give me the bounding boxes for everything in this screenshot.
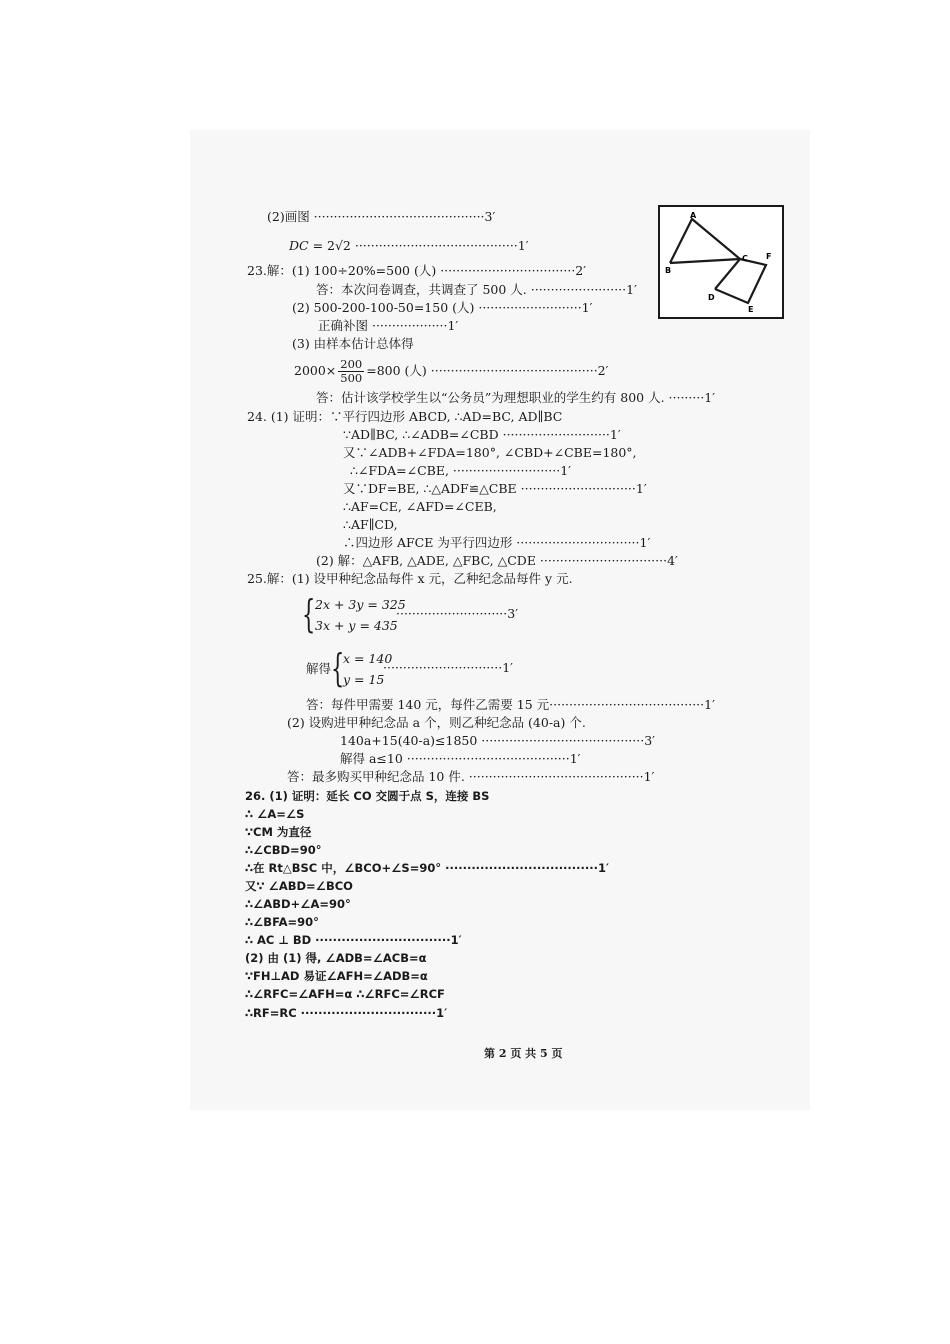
- q22-part2-draw: (2)画图 ···········································3′: [267, 209, 496, 224]
- label-e: E: [748, 305, 754, 314]
- equation-1a: 2x + 3y = 325: [315, 597, 406, 612]
- q25-answer2: 答：最多购买甲种纪念品 10 件. ············································1′: [287, 769, 655, 784]
- label-c: C: [742, 254, 748, 263]
- fraction-denominator: 500: [340, 371, 363, 385]
- q25-inequality: 140a+15(40-a)≤1850 ·········································3′: [340, 733, 655, 748]
- solution-y: y = 15: [343, 672, 385, 687]
- q25-answer1: 答：每件甲需要 140 元，每件乙需要 15 元·······································1′: [306, 697, 715, 712]
- estimate-prefix: 2000×: [294, 363, 337, 378]
- geometry-figure: [658, 205, 784, 319]
- q24-part2: (2) 解：△AFB, △ADE, △FBC, △CDE ································4′: [316, 553, 678, 568]
- q25-solve: 解得 a≤10 ·········································1′: [340, 751, 581, 766]
- label-d: D: [708, 293, 715, 302]
- q23-part2: (2) 500-200-100-50=150 (人) ··························1′: [292, 300, 593, 315]
- label-a: A: [690, 211, 697, 220]
- q24-line4: ∴∠FDA=∠CBE, ···························1′: [350, 463, 571, 478]
- q24-proof-start: 24. (1) 证明：∵平行四边形 ABCD, ∴AD=BC, AD∥BC: [247, 409, 563, 424]
- system2-score: ······························1′: [383, 660, 513, 675]
- system1-brace: {: [302, 592, 316, 636]
- dc-value: = 2√2 ·········································1′: [308, 238, 529, 253]
- q25-setup: 25.解：(1) 设甲种纪念品每件 x 元，乙种纪念品每件 y 元.: [247, 571, 573, 586]
- triangle-diagram: [660, 207, 782, 317]
- q23-complete-chart: 正确补图 ···················1′: [318, 318, 459, 333]
- estimate-result: =800 (人) ··········································2′: [366, 363, 609, 378]
- q23-answer1: 答：本次问卷调查，共调查了 500 人. ························1′: [316, 282, 637, 297]
- q23-estimate: [294, 356, 608, 386]
- q23-part1: 23.解：(1) 100÷20%=500 (人) ··································2′: [247, 263, 587, 278]
- q25-part2: (2) 设购进甲种纪念品 a 个，则乙种纪念品 (40-a) 个.: [287, 715, 586, 730]
- fraction-numerator: 200: [340, 357, 363, 371]
- label-f: F: [766, 252, 772, 261]
- q26-line7: ∴∠ABD+∠A=90°: [245, 897, 351, 911]
- q26-line9: ∴ AC ⊥ BD ·······························1′: [245, 933, 462, 947]
- equation-1b: 3x + y = 435: [315, 618, 398, 633]
- q23-part3: (3) 由样本估计总体得: [292, 336, 414, 351]
- dc-label: DC: [289, 238, 309, 253]
- q26-line8: ∴∠BFA=90°: [245, 915, 319, 929]
- q26-line5: ∴在 Rt△BSC 中，∠BCO+∠S=90° ···································1′: [245, 861, 610, 875]
- q26-line4: ∴∠CBD=90°: [245, 843, 322, 857]
- q24-line2: ∵AD∥BC, ∴∠ADB=∠CBD ···························1′: [343, 427, 621, 442]
- q26-part2-line4: ∴RF=RC ·······························1′: [245, 1006, 448, 1020]
- system2-brace: {: [331, 646, 345, 690]
- estimate-fraction: [338, 358, 364, 385]
- q24-line7: ∴AF∥CD,: [343, 517, 398, 532]
- q26-part2-line3: ∴∠RFC=∠AFH=α ∴∠RFC=∠RCF: [245, 987, 445, 1001]
- page-footer: 第 2 页 共 5 页: [484, 1047, 563, 1060]
- q26-line6: 又∵ ∠ABD=∠BCO: [245, 879, 353, 893]
- solution-x: x = 140: [343, 651, 393, 666]
- q26-line2: ∴ ∠A=∠S: [245, 807, 305, 821]
- equation-system-1: [315, 594, 406, 636]
- q24-line6: ∴AF=CE, ∠AFD=∠CEB,: [343, 499, 497, 514]
- q26-line3: ∵CM 为直径: [245, 825, 312, 839]
- q23-answer3: 答：估计该学校学生以“公务员”为理想职业的学生约有 800 人. ·········1′: [316, 390, 716, 405]
- q26-proof-start: 26. (1) 证明：延长 CO 交圆于点 S，连接 BS: [245, 789, 490, 803]
- q24-line8: ∴四边形 AFCE 为平行四边形 ·······························1′: [343, 535, 651, 550]
- q26-part2-line2: ∵FH⊥AD 易证∠AFH=∠ADB=α: [245, 969, 428, 983]
- label-b: B: [665, 266, 672, 275]
- q22-dc-result: [289, 238, 529, 254]
- solution-label: 解得: [306, 661, 332, 676]
- q26-part2: (2) 由 (1) 得, ∠ADB=∠ACB=α: [245, 951, 427, 965]
- q24-line3: 又∵∠ADB+∠FDA=180°, ∠CBD+∠CBE=180°,: [343, 445, 637, 460]
- system1-score: ····························3′: [396, 606, 519, 621]
- q24-line5: 又∵DF=BE, ∴△ADF≌△CBE ·····························1′: [343, 481, 647, 496]
